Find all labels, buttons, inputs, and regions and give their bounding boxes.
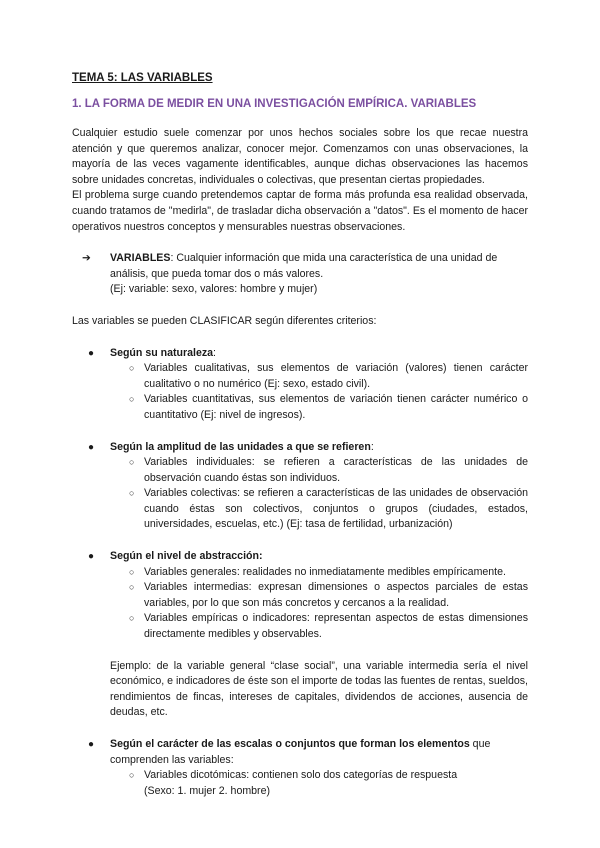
list-item: [110, 361, 528, 392]
paragraph-intro: Cualquier estudio suele comenzar por unos hechos sociales sobre los que recae nuestra atención y que queremos analizar, conocer mejor. Comenzamos con unas observaciones, la mayoría de las veces vagamente identificables, aunque dichas observaciones las hacemos sobre unidades concretas, individuales o colectivas, que presentan ciertas propiedades.: [72, 127, 528, 186]
list-item: [110, 611, 528, 642]
criterion-heading: Según el nivel de abstracción:: [110, 550, 263, 563]
criterion-naturaleza: [72, 346, 528, 424]
paragraph-problem: El problema surge cuando pretendemos captar de forma más profunda esa realidad observada, cuando tratamos de "medirla", de trasladar dicha observación a "datos". Es el momento de hacer operativos nuestros conceptos y mensurables nuestras observaciones.: [72, 189, 528, 233]
criterion-amplitud: [72, 440, 528, 534]
example-paragraph: Ejemplo: de la variable general “clase social”, una variable intermedia sería el nivel económico, e indicadores de éste son el importe de todas las fuentes de rentas, sueldos, rendimientos de fincas, intereses de capitales, dividendos de acciones, ausencia de deudas, etc.: [110, 659, 528, 719]
bullet-icon: ●: [88, 347, 95, 359]
list-item-continuation: [110, 784, 528, 800]
circle-bullet-icon: ○: [129, 770, 135, 781]
bullet-icon: ●: [88, 739, 95, 750]
criterion-heading: Según su naturaleza: [110, 346, 214, 359]
circle-bullet-icon: ○: [129, 488, 135, 499]
list-item-text: Variables generales: realidades no inmediatamente medibles empíricamente.: [144, 565, 506, 578]
list-item-text: (Sexo: 1. mujer 2. hombre): [144, 784, 270, 797]
list-item-text: Variables cualitativas, sus elementos de variación (valores) tienen carácter cualitativo o no numérico (Ej: sexo, estado civil).: [144, 362, 528, 390]
section-heading: 1. LA FORMA DE MEDIR EN UNA INVESTIGACIÓN EMPÍRICA. VARIABLES: [72, 98, 477, 110]
variables-definition-text: : Cualquier información que mida una característica de una unidad de análisis, que pueda tomar dos o más valores.: [110, 252, 498, 280]
list-item-text: Variables intermedias: expresan dimensiones o aspectos parciales de estas variables, por lo que son más concretos y cercanos a la realidad.: [144, 581, 528, 609]
variables-term: VARIABLES: [110, 252, 171, 265]
circle-bullet-icon: ○: [129, 394, 135, 405]
list-item-text: Variables cuantitativas, sus elementos de variación tienen carácter numérico o cuantitativo (Ej: nivel de ingresos).: [144, 393, 528, 421]
document-title: TEMA 5: LAS VARIABLES: [72, 72, 213, 84]
criterion-heading-rest: :: [370, 440, 374, 453]
variables-example: (Ej: variable: sexo, valores: hombre y mujer): [110, 283, 318, 296]
criterion-abstraccion: [72, 549, 528, 643]
list-item-text: Variables dicotómicas: contienen solo dos categorías de respuesta: [144, 769, 458, 782]
circle-bullet-icon: ○: [129, 363, 135, 374]
circle-bullet-icon: ○: [129, 613, 135, 624]
circle-bullet-icon: ○: [129, 582, 135, 593]
list-item: [110, 565, 528, 581]
criterion-heading: Según la amplitud de las unidades a que se refieren: [110, 440, 371, 453]
variables-definition: [72, 251, 528, 298]
classify-intro: Las variables se pueden CLASIFICAR según diferentes criterios:: [72, 314, 377, 327]
list-item-text: Variables empíricas o indicadores: representan aspectos de estas dimensiones directamente medibles y observables.: [144, 612, 528, 641]
arrow-icon: ➔: [82, 252, 91, 265]
list-item-text: Variables colectivas: se refieren a características de las unidades de observación cuando éstas son colectivos, conjuntos o grupos (ciudades, estados, universidades, escuelas, etc.) (Ej: tasa de fertilidad, urbanización): [144, 487, 528, 531]
criterion-escalas: [72, 737, 528, 799]
criterion-heading-rest: que comprenden las variables:: [110, 738, 491, 766]
list-item: [110, 486, 528, 533]
list-item-text: Variables individuales: se refieren a características de las unidades de observación cuando éstas son individuos.: [144, 456, 528, 484]
list-item: [110, 455, 528, 486]
bullet-icon: ●: [88, 551, 95, 563]
list-item: [110, 392, 528, 423]
list-item: [110, 580, 528, 611]
list-item: [110, 768, 528, 784]
bullet-icon: ●: [88, 441, 95, 453]
criterion-heading-rest: :: [213, 346, 216, 359]
criterion-heading: Según el carácter de las escalas o conjuntos que forman los elementos: [110, 738, 470, 750]
circle-bullet-icon: ○: [129, 566, 135, 577]
circle-bullet-icon: ○: [129, 457, 135, 468]
